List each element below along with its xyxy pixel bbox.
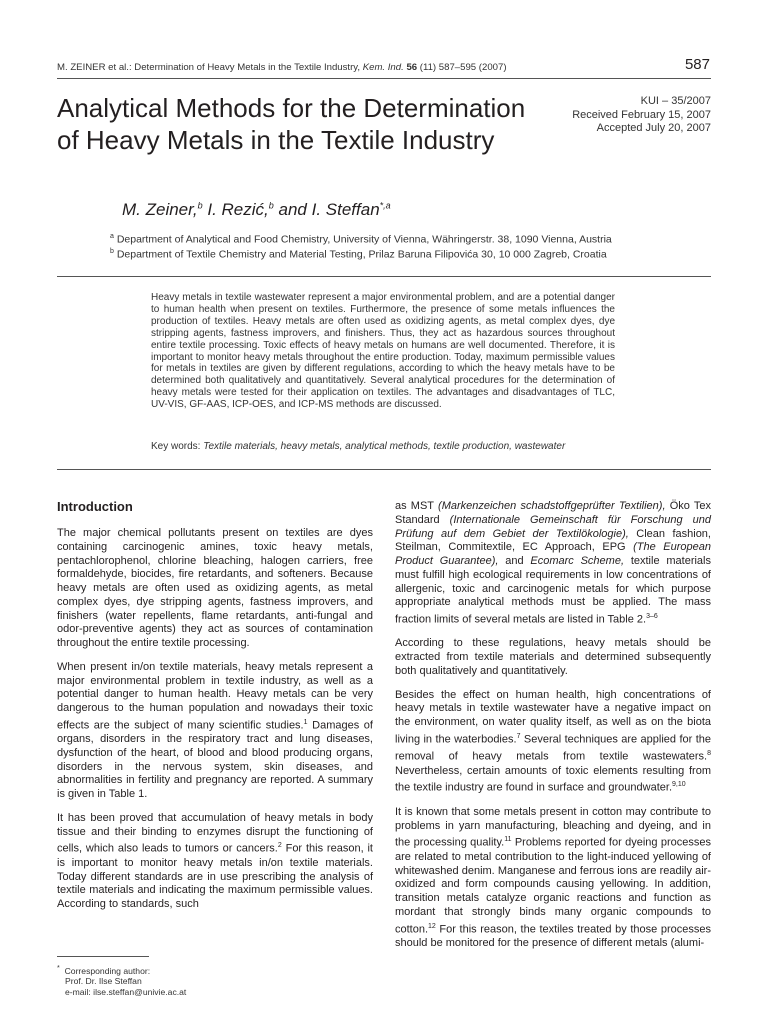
abstract-top-rule — [57, 276, 711, 277]
article-title — [57, 92, 525, 156]
affiliation-b-text: Department of Textile Chemistry and Material Testing, Prilaz Baruna Filipovića 30, 10 000 Zagreb, Croatia — [116, 248, 607, 260]
right-column — [395, 500, 711, 961]
citation: 2 — [277, 842, 282, 850]
citation: 3–6 — [646, 613, 658, 620]
paragraph-text: For this reason, it is important to monitor heavy metals in/on textile materials. Today different standards are in use prescribing the analysis of textile materials and indicating the maximum permissible values. According to standards, such — [57, 843, 373, 911]
citation: 12 — [428, 922, 436, 930]
header-rule — [57, 78, 711, 79]
journal-volume: 56 — [406, 62, 418, 73]
accepted-date: Accepted July 20, 2007 — [596, 122, 711, 134]
journal-name: Kem. Ind. — [362, 62, 404, 73]
paragraph-text: and — [498, 555, 531, 567]
author-and: and — [278, 200, 307, 219]
citation: 8 — [707, 750, 711, 758]
affiliation-a-text: Department of Analytical and Food Chemistry, University of Vienna, Währingerstr. 38, 1090 Vienna, Austria — [116, 233, 612, 246]
paragraph-text: Öko Tex Standard — [395, 500, 711, 526]
standard-name: Ecomarc Scheme, — [530, 555, 625, 567]
paragraph — [57, 812, 373, 912]
journal-issue-pages: (11) 587–595 (2007) — [419, 62, 507, 73]
author-2: I. Rezić, — [207, 200, 269, 219]
left-column — [57, 527, 373, 922]
paragraph-text: The major chemical pollutants present on textiles are dyes containing carcinogenic amines, toxic heavy metals, pentachlorophenol, chlorine bleaching, halogen carriers, free formaldehyde, biocides, fire retardants, and softeners. Because heavy metals are often used as oxidizing agents, as metal complex dyes, dye stripping agents, fastness improvers, and finishers (water repellents, flame retardants, anti-fungal and odor-preventive agents) they act as sources of contamination throughout the entire textile processing. — [57, 527, 373, 649]
citation: 9,10 — [672, 781, 686, 789]
paragraph-text: Nevertheless, certain amounts of toxic elements resulting from the textile industry are found in surface and groundwater. — [395, 764, 711, 795]
paragraph-text: textile materials must fulfill high ecological requirements in low concentrations of allergenic, toxic and carcinogenic metals for which purpose appropriate analytical methods must be applied. The mass fraction limits of several metals are listed in Table 2. — [395, 555, 711, 626]
paragraph-text: Problems reported for dyeing processes are related to metal contribution to the light-induced yellowing of whitewashed denim. Manganese and ferrous ions are readily air-oxidized and form compounds causing yellowing. In addition, transition metals catalyze organic reactions and function as mordant that strongly binds many organic compounds to cotton. — [395, 837, 711, 936]
footnote-rule — [57, 956, 149, 957]
citation: 11 — [504, 836, 512, 844]
paragraph — [395, 637, 711, 678]
paragraph-text: It is known that some metals present in cotton may contribute to problems in yarn manufacturing, bleaching and dyeing, and in the processing quality. — [395, 805, 711, 850]
article-dates — [572, 95, 711, 136]
footnote-email[interactable]: e-mail: ilse.steffan@univie.ac.at — [65, 986, 187, 997]
paragraph — [57, 661, 373, 802]
paragraph — [395, 500, 711, 627]
affiliation-b-mark: b — [110, 247, 114, 255]
footnote — [57, 963, 186, 997]
author-3-affil: *,a — [379, 200, 391, 211]
keywords — [151, 441, 565, 452]
title-line-2: of Heavy Metals in the Textile Industry — [57, 125, 495, 155]
section-heading: Introduction — [57, 499, 133, 514]
citation: 1 — [303, 718, 308, 726]
affiliations — [110, 231, 612, 260]
paragraph-text: Damages of organs, disorders in the respiratory tract and lung diseases, dysfunction of the heart, of blood and blood producing organs, disorders in the nervous system, skin diseases, and abnormalities in fertility and pregnancy are reported. A summary is given in Table 1. — [57, 719, 373, 801]
standard-name: (Markenzeichen schadstoffgeprüfter Textilien), — [438, 500, 666, 512]
kui-code: KUI – 35/2007 — [640, 95, 711, 107]
footnote-mark: * — [57, 964, 60, 972]
paragraph-text: Several techniques are applied for the removal of heavy metals from textile wastewaters. — [395, 733, 711, 763]
paragraph-text: According to these regulations, heavy metals should be extracted from textile materials and determined subsequently both qualitatively and quantitatively. — [395, 637, 711, 677]
paragraph — [395, 806, 711, 951]
standard-name: (The European Product Guarantee), — [395, 541, 711, 567]
abstract: Heavy metals in textile wastewater represent a major environmental problem, and are a potential danger to human health when present on textiles. Furthermore, the presence of some metals influences the production of textiles. Heavy metals are often used as oxidizing agents, as metal complex dyes, dye stripping agents, fastness improvers, and finishers. Thus, they act as hazardous sources throughout entire textile processing. Toxic effects of heavy metals on humans are well documented. Therefore, it is important to monitor heavy metals throughout the entire production. Today, maximum permissible values for metals in textiles are given by different regulations, according to which the heavy metals have to be determined both qualitatively and quantitatively. Several analytical procedures for the determination of heavy metals were tested for their application on textiles. The advantages and disadvantages of TLC, UV-VIS, GF-AAS, ICP-OES, and ICP-MS methods are discussed. — [151, 292, 615, 411]
author-3: I. Steffan — [311, 200, 380, 219]
footnote-name: Prof. Dr. Ilse Steffan — [65, 976, 142, 987]
paragraph-text: It has been proved that accumulation of heavy metals in body tissue and their binding to enzymes disrupt the functioning of cells, which also leads to tumors or cancers. — [57, 811, 373, 856]
footnote-label: Corresponding author: — [64, 965, 151, 976]
keywords-list: Textile materials, heavy metals, analytical methods, textile production, wastewater — [203, 441, 566, 452]
author-list — [122, 200, 391, 220]
author-1-affil: b — [197, 200, 203, 211]
paragraph-text: as MST — [395, 500, 439, 512]
running-header — [57, 62, 507, 73]
page-number: 587 — [684, 56, 710, 73]
title-line-1: Analytical Methods for the Determination — [57, 93, 526, 123]
keywords-label: Key words: — [151, 441, 201, 452]
abstract-bottom-rule — [57, 469, 711, 470]
received-date: Received February 15, 2007 — [572, 108, 711, 121]
paragraph-text: Besides the effect on human health, high concentrations of heavy metals in textile wastewater have a negative impact on the environment, on water quality itself, as well as on the biota living in the waterbodies. — [395, 688, 711, 746]
footnote-line-1 — [57, 963, 186, 976]
affiliation-b — [110, 246, 612, 261]
paragraph-text: When present in/on textile materials, heavy metals represent a major environmental problem in textile industry, as well as a potential danger to human health. Heavy metals can be very dangerous to the human population and nowadays their toxic effects are the subject of many scientific studies. — [57, 660, 373, 732]
affiliation-a — [110, 231, 612, 246]
paragraph-text: Clean fashion, Steilman, Commitextile, EC Approach, EPG — [395, 527, 711, 554]
author-2-affil: b — [268, 200, 274, 211]
standard-name: (Internationale Gemeinschaft für Forschung und Prüfung auf dem Gebiet der Textilökologie), — [395, 513, 712, 540]
paragraph — [57, 527, 373, 651]
paragraph — [395, 689, 711, 796]
citation: 7 — [516, 732, 521, 740]
paragraph-text: For this reason, the textiles treated by those processes should be monitored for the presence of different metals (alumi- — [395, 923, 711, 949]
author-1: M. Zeiner, — [122, 200, 198, 219]
affiliation-a-mark: a — [110, 233, 114, 240]
running-header-text: M. ZEINER et al.: Determination of Heavy Metals in the Textile Industry, — [57, 62, 361, 73]
